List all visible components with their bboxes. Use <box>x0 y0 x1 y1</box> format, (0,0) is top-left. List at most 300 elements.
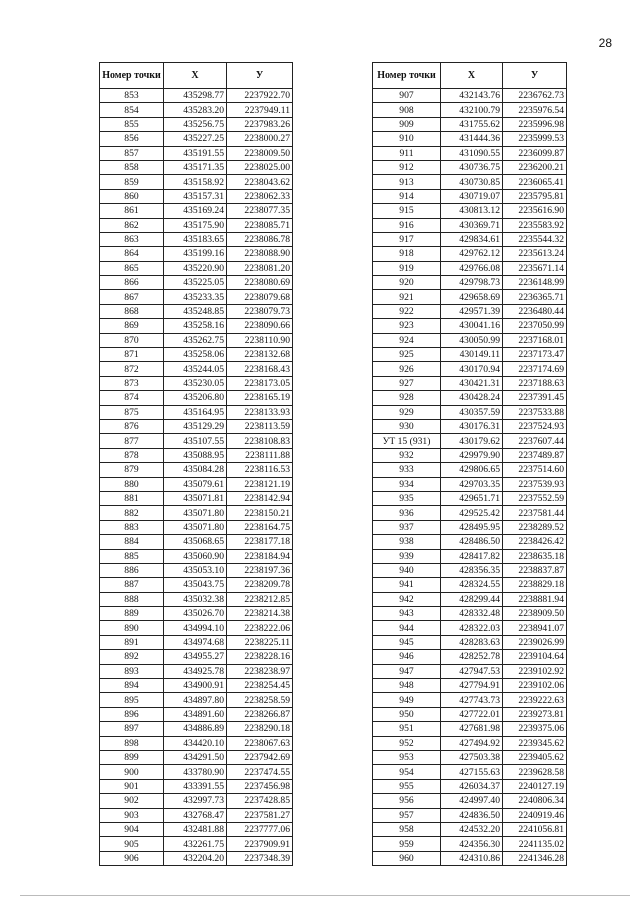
point-number-cell: 897 <box>100 722 164 736</box>
x-coordinate-cell: 428252.78 <box>441 650 503 664</box>
point-number-cell: 923 <box>373 319 441 333</box>
x-coordinate-cell: 429703.35 <box>441 477 503 491</box>
x-coordinate-cell: 434891.60 <box>164 707 227 721</box>
point-number-cell: 886 <box>100 563 164 577</box>
y-coordinate-cell: 2237607.44 <box>503 434 567 448</box>
table-row <box>373 391 567 405</box>
point-number-cell: 920 <box>373 276 441 290</box>
point-number-cell: 954 <box>373 765 441 779</box>
point-number-cell: 888 <box>100 592 164 606</box>
y-coordinate-cell: 2235583.92 <box>503 218 567 232</box>
x-coordinate-cell: 428417.82 <box>441 549 503 563</box>
point-number-cell: 880 <box>100 477 164 491</box>
y-coordinate-cell: 2238079.73 <box>227 304 293 318</box>
y-coordinate-cell: 2235795.81 <box>503 189 567 203</box>
table-row <box>373 448 567 462</box>
table-row <box>100 693 293 707</box>
point-number-cell: 928 <box>373 391 441 405</box>
y-coordinate-cell: 2237348.39 <box>227 851 293 865</box>
x-coordinate-cell: 428486.50 <box>441 535 503 549</box>
y-coordinate-cell: 2236200.21 <box>503 160 567 174</box>
x-coordinate-cell: 430357.59 <box>441 405 503 419</box>
point-number-cell: 935 <box>373 491 441 505</box>
point-number-cell: 900 <box>100 765 164 779</box>
table-row <box>100 261 293 275</box>
point-number-cell: 865 <box>100 261 164 275</box>
point-number-cell: 937 <box>373 520 441 534</box>
x-coordinate-cell: 430050.99 <box>441 333 503 347</box>
point-number-cell: 947 <box>373 664 441 678</box>
x-coordinate-cell: 433780.90 <box>164 765 227 779</box>
table-row <box>100 434 293 448</box>
table-row <box>100 362 293 376</box>
x-coordinate-cell: 428283.63 <box>441 635 503 649</box>
x-coordinate-cell: 429834.61 <box>441 232 503 246</box>
point-number-cell: 949 <box>373 693 441 707</box>
x-coordinate-cell: 435256.75 <box>164 117 227 131</box>
point-number-cell: 948 <box>373 679 441 693</box>
point-number-cell: 919 <box>373 261 441 275</box>
x-coordinate-cell: 435230.05 <box>164 376 227 390</box>
point-number-cell: 933 <box>373 463 441 477</box>
point-number-cell: 939 <box>373 549 441 563</box>
y-coordinate-cell: 2235616.90 <box>503 204 567 218</box>
table-row <box>373 549 567 563</box>
y-coordinate-cell: 2240127.19 <box>503 779 567 793</box>
y-coordinate-cell: 2237942.69 <box>227 750 293 764</box>
table-row <box>100 592 293 606</box>
table-row <box>373 750 567 764</box>
point-number-cell: 883 <box>100 520 164 534</box>
x-coordinate-cell: 424310.86 <box>441 851 503 865</box>
x-coordinate-cell: 435129.29 <box>164 419 227 433</box>
table-row <box>373 146 567 160</box>
point-number-cell: 956 <box>373 794 441 808</box>
x-coordinate-cell: 428299.44 <box>441 592 503 606</box>
x-coordinate-cell: 429651.71 <box>441 491 503 505</box>
table-row <box>373 333 567 347</box>
y-coordinate-cell: 2237173.47 <box>503 348 567 362</box>
y-coordinate-cell: 2238266.87 <box>227 707 293 721</box>
table-row <box>373 175 567 189</box>
table-row <box>100 405 293 419</box>
table-row <box>100 117 293 131</box>
table-row <box>373 578 567 592</box>
x-coordinate-cell: 428324.55 <box>441 578 503 592</box>
point-number-cell: 912 <box>373 160 441 174</box>
point-number-cell: 901 <box>100 779 164 793</box>
y-coordinate-cell: 2235996.98 <box>503 117 567 131</box>
point-number-cell: 945 <box>373 635 441 649</box>
table-row <box>100 664 293 678</box>
table-row <box>373 520 567 534</box>
y-coordinate-cell: 2239102.06 <box>503 679 567 693</box>
table-row <box>100 189 293 203</box>
point-number-cell: 926 <box>373 362 441 376</box>
x-coordinate-cell: 434897.80 <box>164 693 227 707</box>
table-row <box>100 650 293 664</box>
x-coordinate-cell: 427947.53 <box>441 664 503 678</box>
y-coordinate-cell: 2238081.20 <box>227 261 293 275</box>
x-coordinate-cell: 435060.90 <box>164 549 227 563</box>
x-coordinate-cell: 434291.50 <box>164 750 227 764</box>
table-row <box>373 348 567 362</box>
point-number-cell: 953 <box>373 750 441 764</box>
point-number-cell: 858 <box>100 160 164 174</box>
table-row <box>373 103 567 117</box>
y-coordinate-cell: 2238077.35 <box>227 204 293 218</box>
point-number-cell: 958 <box>373 822 441 836</box>
y-coordinate-cell: 2238635.18 <box>503 549 567 563</box>
point-number-cell: 915 <box>373 204 441 218</box>
y-coordinate-cell: 2237489.87 <box>503 448 567 462</box>
point-number-cell: 929 <box>373 405 441 419</box>
x-coordinate-cell: 435206.80 <box>164 391 227 405</box>
x-coordinate-cell: 430149.11 <box>441 348 503 362</box>
x-coordinate-cell: 435298.77 <box>164 89 227 103</box>
point-number-cell: 866 <box>100 276 164 290</box>
table-row <box>373 218 567 232</box>
x-coordinate-cell: 435071.80 <box>164 520 227 534</box>
y-coordinate-cell: 2241135.02 <box>503 837 567 851</box>
point-number-cell: 854 <box>100 103 164 117</box>
x-coordinate-cell: 434900.91 <box>164 679 227 693</box>
x-coordinate-cell: 432261.75 <box>164 837 227 851</box>
table-row <box>373 419 567 433</box>
x-coordinate-cell: 435032.38 <box>164 592 227 606</box>
x-coordinate-cell: 431444.36 <box>441 132 503 146</box>
table-header-row <box>100 63 293 89</box>
y-coordinate-cell: 2237456.98 <box>227 779 293 793</box>
x-coordinate-cell: 427155.63 <box>441 765 503 779</box>
x-coordinate-cell: 424356.30 <box>441 837 503 851</box>
y-coordinate-cell: 2238289.52 <box>503 520 567 534</box>
point-number-cell: 951 <box>373 722 441 736</box>
x-coordinate-cell: 427722.01 <box>441 707 503 721</box>
y-coordinate-cell: 2238165.19 <box>227 391 293 405</box>
x-coordinate-cell: 430813.12 <box>441 204 503 218</box>
point-number-cell: 941 <box>373 578 441 592</box>
y-coordinate-cell: 2239628.58 <box>503 765 567 779</box>
table-row <box>373 261 567 275</box>
x-coordinate-cell: 432768.47 <box>164 808 227 822</box>
x-coordinate-cell: 429525.42 <box>441 506 503 520</box>
point-number-cell: 855 <box>100 117 164 131</box>
y-coordinate-cell: 2238209.78 <box>227 578 293 592</box>
x-coordinate-cell: 427503.38 <box>441 750 503 764</box>
y-coordinate-cell: 2238214.38 <box>227 607 293 621</box>
y-coordinate-cell: 2237777.06 <box>227 822 293 836</box>
point-number-cell: 925 <box>373 348 441 362</box>
point-number-cell: 918 <box>373 247 441 261</box>
x-coordinate-cell: 435191.55 <box>164 146 227 160</box>
table-row <box>100 822 293 836</box>
point-number-cell: 904 <box>100 822 164 836</box>
x-coordinate-cell: 428332.48 <box>441 607 503 621</box>
y-coordinate-cell: 2238225.11 <box>227 635 293 649</box>
point-number-cell: 906 <box>100 851 164 865</box>
x-coordinate-cell: 427794.91 <box>441 679 503 693</box>
x-coordinate-cell: 430179.62 <box>441 434 503 448</box>
table-row <box>100 103 293 117</box>
point-number-cell: 884 <box>100 535 164 549</box>
point-number-cell: 860 <box>100 189 164 203</box>
point-number-cell: 869 <box>100 319 164 333</box>
table-row <box>100 837 293 851</box>
point-number-cell: 905 <box>100 837 164 851</box>
x-coordinate-cell: 426034.37 <box>441 779 503 793</box>
y-coordinate-cell: 2238121.19 <box>227 477 293 491</box>
table-row <box>100 520 293 534</box>
y-coordinate-cell: 2238212.85 <box>227 592 293 606</box>
x-coordinate-cell: 430719.07 <box>441 189 503 203</box>
table-row <box>100 276 293 290</box>
table-row <box>100 247 293 261</box>
table-header-row <box>373 63 567 89</box>
table-row <box>100 463 293 477</box>
point-number-cell: 902 <box>100 794 164 808</box>
x-coordinate-cell: 430041.16 <box>441 319 503 333</box>
table-row <box>373 491 567 505</box>
point-number-cell: 875 <box>100 405 164 419</box>
y-coordinate-cell: 2235544.32 <box>503 232 567 246</box>
x-coordinate-cell: 427494.92 <box>441 736 503 750</box>
table-row <box>100 549 293 563</box>
point-number-cell: 889 <box>100 607 164 621</box>
y-coordinate-cell: 2238080.69 <box>227 276 293 290</box>
y-coordinate-cell: 2237050.99 <box>503 319 567 333</box>
header-x: X <box>164 63 227 89</box>
y-coordinate-cell: 2238025.00 <box>227 160 293 174</box>
table-row <box>373 463 567 477</box>
point-number-cell: 863 <box>100 232 164 246</box>
y-coordinate-cell: 2238177.18 <box>227 535 293 549</box>
table-row <box>373 822 567 836</box>
x-coordinate-cell: 435084.28 <box>164 463 227 477</box>
x-coordinate-cell: 429798.73 <box>441 276 503 290</box>
x-coordinate-cell: 430736.75 <box>441 160 503 174</box>
table-row <box>373 362 567 376</box>
point-number-cell: 877 <box>100 434 164 448</box>
table-row <box>373 592 567 606</box>
point-number-cell: 893 <box>100 664 164 678</box>
y-coordinate-cell: 2238254.45 <box>227 679 293 693</box>
table-row <box>100 348 293 362</box>
header-y: У <box>503 63 567 89</box>
x-coordinate-cell: 428495.95 <box>441 520 503 534</box>
y-coordinate-cell: 2238132.68 <box>227 348 293 362</box>
table-row <box>373 434 567 448</box>
point-number-cell: 862 <box>100 218 164 232</box>
table-row <box>100 578 293 592</box>
table-row <box>373 736 567 750</box>
y-coordinate-cell: 2237539.93 <box>503 477 567 491</box>
y-coordinate-cell: 2236365.71 <box>503 290 567 304</box>
x-coordinate-cell: 435071.81 <box>164 491 227 505</box>
y-coordinate-cell: 2238168.43 <box>227 362 293 376</box>
table-row <box>373 117 567 131</box>
table-row <box>100 132 293 146</box>
x-coordinate-cell: 435107.55 <box>164 434 227 448</box>
point-number-cell: 909 <box>373 117 441 131</box>
point-number-cell: 934 <box>373 477 441 491</box>
point-number-cell: 960 <box>373 851 441 865</box>
point-number-cell: 895 <box>100 693 164 707</box>
x-coordinate-cell: 434994.10 <box>164 621 227 635</box>
point-number-cell: 938 <box>373 535 441 549</box>
table-row <box>100 679 293 693</box>
point-number-cell: 952 <box>373 736 441 750</box>
table-row <box>373 535 567 549</box>
x-coordinate-cell: 432143.76 <box>441 89 503 103</box>
x-coordinate-cell: 435183.65 <box>164 232 227 246</box>
x-coordinate-cell: 434974.68 <box>164 635 227 649</box>
y-coordinate-cell: 2238062.33 <box>227 189 293 203</box>
x-coordinate-cell: 429806.65 <box>441 463 503 477</box>
point-number-cell: 898 <box>100 736 164 750</box>
x-coordinate-cell: 430170.94 <box>441 362 503 376</box>
x-coordinate-cell: 433391.55 <box>164 779 227 793</box>
y-coordinate-cell: 2238108.83 <box>227 434 293 448</box>
y-coordinate-cell: 2238085.71 <box>227 218 293 232</box>
x-coordinate-cell: 428322.03 <box>441 621 503 635</box>
x-coordinate-cell: 435164.95 <box>164 405 227 419</box>
point-number-cell: 942 <box>373 592 441 606</box>
table-row <box>100 146 293 160</box>
y-coordinate-cell: 2235613.24 <box>503 247 567 261</box>
point-number-cell: 859 <box>100 175 164 189</box>
point-number-cell: 932 <box>373 448 441 462</box>
table-row <box>100 635 293 649</box>
point-number-cell: 896 <box>100 707 164 721</box>
table-row <box>373 290 567 304</box>
x-coordinate-cell: 435079.61 <box>164 477 227 491</box>
table-row <box>373 276 567 290</box>
coordinates-table-right <box>372 62 567 866</box>
table-row <box>100 535 293 549</box>
point-number-cell: 930 <box>373 419 441 433</box>
x-coordinate-cell: 435225.05 <box>164 276 227 290</box>
x-coordinate-cell: 435244.05 <box>164 362 227 376</box>
y-coordinate-cell: 2241346.28 <box>503 851 567 865</box>
point-number-cell: 887 <box>100 578 164 592</box>
table-row <box>373 722 567 736</box>
point-number-cell: 873 <box>100 376 164 390</box>
point-number-cell: 959 <box>373 837 441 851</box>
y-coordinate-cell: 2237552.59 <box>503 491 567 505</box>
point-number-cell: 856 <box>100 132 164 146</box>
point-number-cell: 882 <box>100 506 164 520</box>
y-coordinate-cell: 2239222.63 <box>503 693 567 707</box>
table-row <box>100 448 293 462</box>
table-row <box>100 304 293 318</box>
point-number-cell: 903 <box>100 808 164 822</box>
y-coordinate-cell: 2237474.55 <box>227 765 293 779</box>
point-number-cell: 879 <box>100 463 164 477</box>
point-number-cell: 957 <box>373 808 441 822</box>
table-row <box>100 204 293 218</box>
table-row <box>100 175 293 189</box>
y-coordinate-cell: 2237524.93 <box>503 419 567 433</box>
y-coordinate-cell: 2238142.94 <box>227 491 293 505</box>
x-coordinate-cell: 435088.95 <box>164 448 227 462</box>
y-coordinate-cell: 2239405.62 <box>503 750 567 764</box>
point-number-cell: 870 <box>100 333 164 347</box>
table-row <box>373 506 567 520</box>
x-coordinate-cell: 432204.20 <box>164 851 227 865</box>
y-coordinate-cell: 2238116.53 <box>227 463 293 477</box>
x-coordinate-cell: 432481.88 <box>164 822 227 836</box>
y-coordinate-cell: 2237581.44 <box>503 506 567 520</box>
y-coordinate-cell: 2237514.60 <box>503 463 567 477</box>
x-coordinate-cell: 434955.27 <box>164 650 227 664</box>
y-coordinate-cell: 2239026.99 <box>503 635 567 649</box>
table-row <box>373 89 567 103</box>
header-point-number: Номер точки <box>373 63 441 89</box>
table-row <box>100 290 293 304</box>
y-coordinate-cell: 2235671.14 <box>503 261 567 275</box>
table-row <box>373 693 567 707</box>
y-coordinate-cell: 2237188.63 <box>503 376 567 390</box>
point-number-cell: 899 <box>100 750 164 764</box>
y-coordinate-cell: 2239345.62 <box>503 736 567 750</box>
table-row <box>100 736 293 750</box>
y-coordinate-cell: 2237391.45 <box>503 391 567 405</box>
y-coordinate-cell: 2238150.21 <box>227 506 293 520</box>
table-row <box>373 232 567 246</box>
x-coordinate-cell: 430176.31 <box>441 419 503 433</box>
y-coordinate-cell: 2236480.44 <box>503 304 567 318</box>
x-coordinate-cell: 430421.31 <box>441 376 503 390</box>
y-coordinate-cell: 2237983.26 <box>227 117 293 131</box>
point-number-cell: 868 <box>100 304 164 318</box>
table-row <box>373 765 567 779</box>
x-coordinate-cell: 434420.10 <box>164 736 227 750</box>
point-number-cell: 936 <box>373 506 441 520</box>
x-coordinate-cell: 431090.55 <box>441 146 503 160</box>
table-row <box>373 679 567 693</box>
y-coordinate-cell: 2237581.27 <box>227 808 293 822</box>
y-coordinate-cell: 2238837.87 <box>503 563 567 577</box>
point-number-cell: 917 <box>373 232 441 246</box>
x-coordinate-cell: 429658.69 <box>441 290 503 304</box>
header-x: X <box>441 63 503 89</box>
table-row <box>100 722 293 736</box>
y-coordinate-cell: 2238222.06 <box>227 621 293 635</box>
table-row <box>100 491 293 505</box>
table-row <box>373 635 567 649</box>
table-row <box>100 391 293 405</box>
x-coordinate-cell: 427743.73 <box>441 693 503 707</box>
x-coordinate-cell: 434925.78 <box>164 664 227 678</box>
y-coordinate-cell: 2238088.90 <box>227 247 293 261</box>
table-body-left <box>100 89 293 866</box>
point-number-cell: 871 <box>100 348 164 362</box>
y-coordinate-cell: 2239273.81 <box>503 707 567 721</box>
table-row <box>100 232 293 246</box>
y-coordinate-cell: 2240919.46 <box>503 808 567 822</box>
point-number-cell: 922 <box>373 304 441 318</box>
x-coordinate-cell: 435169.24 <box>164 204 227 218</box>
point-number-cell: 950 <box>373 707 441 721</box>
y-coordinate-cell: 2237168.01 <box>503 333 567 347</box>
header-point-number: Номер точки <box>100 63 164 89</box>
y-coordinate-cell: 2238909.50 <box>503 607 567 621</box>
table-row <box>100 750 293 764</box>
x-coordinate-cell: 435233.35 <box>164 290 227 304</box>
table-row <box>100 160 293 174</box>
point-number-cell: 876 <box>100 419 164 433</box>
